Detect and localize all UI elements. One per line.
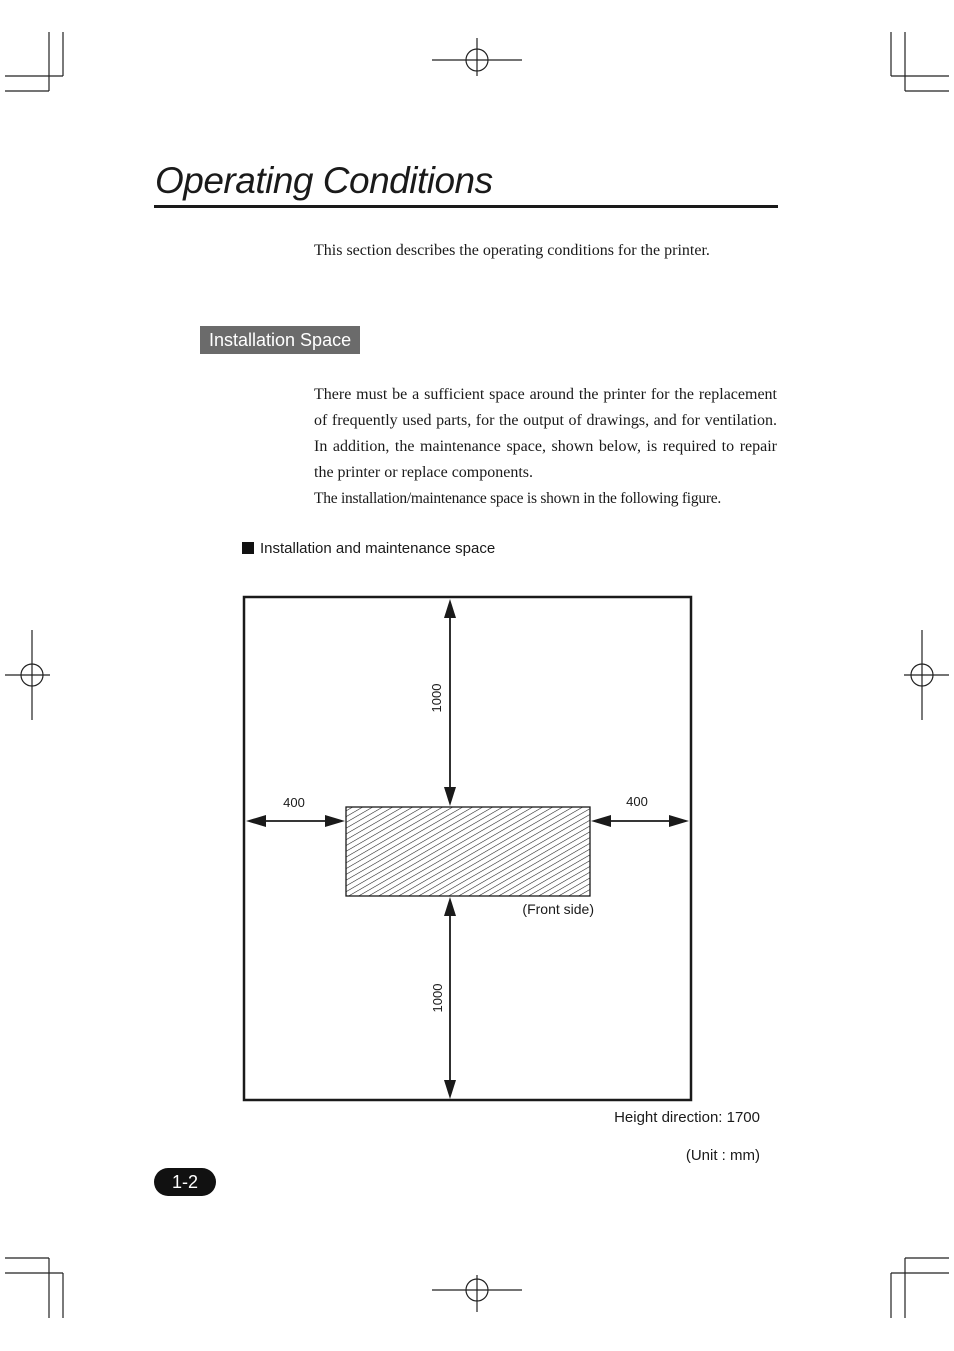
figure-caption-text: Installation and maintenance space: [260, 540, 496, 557]
page-number-badge: 1-2: [154, 1168, 216, 1196]
printer-footprint: [346, 807, 590, 896]
height-direction-note: Height direction: 1700: [614, 1109, 760, 1126]
body-paragraph-figure-ref: The installation/maintenance space is shown in the following figure.: [314, 490, 721, 507]
page-title: Operating Conditions: [155, 160, 493, 201]
rear-clearance-arrow: [444, 599, 456, 806]
front-clearance-label: 1000: [430, 983, 445, 1013]
rear-clearance-label: 1000: [429, 683, 444, 713]
intro-text: This section describes the operating conditions for the printer.: [314, 242, 710, 259]
right-clearance-arrow: [591, 815, 689, 827]
right-clearance-label: 400: [626, 794, 648, 809]
body-paragraph: There must be a sufficient space around the printer for the replacement of frequently used parts, for the output of drawings, and for ventilation. In addition, the maintenance space, shown below, is required to repair the printer or replace components.: [314, 386, 777, 481]
section-label: Installation Space: [200, 326, 360, 354]
left-clearance-label: 400: [283, 795, 305, 810]
front-clearance-arrow: [444, 897, 456, 1099]
unit-note: (Unit : mm): [685, 1147, 760, 1164]
front-side-label: (Front side): [522, 901, 594, 917]
left-clearance-arrow: [246, 815, 345, 827]
